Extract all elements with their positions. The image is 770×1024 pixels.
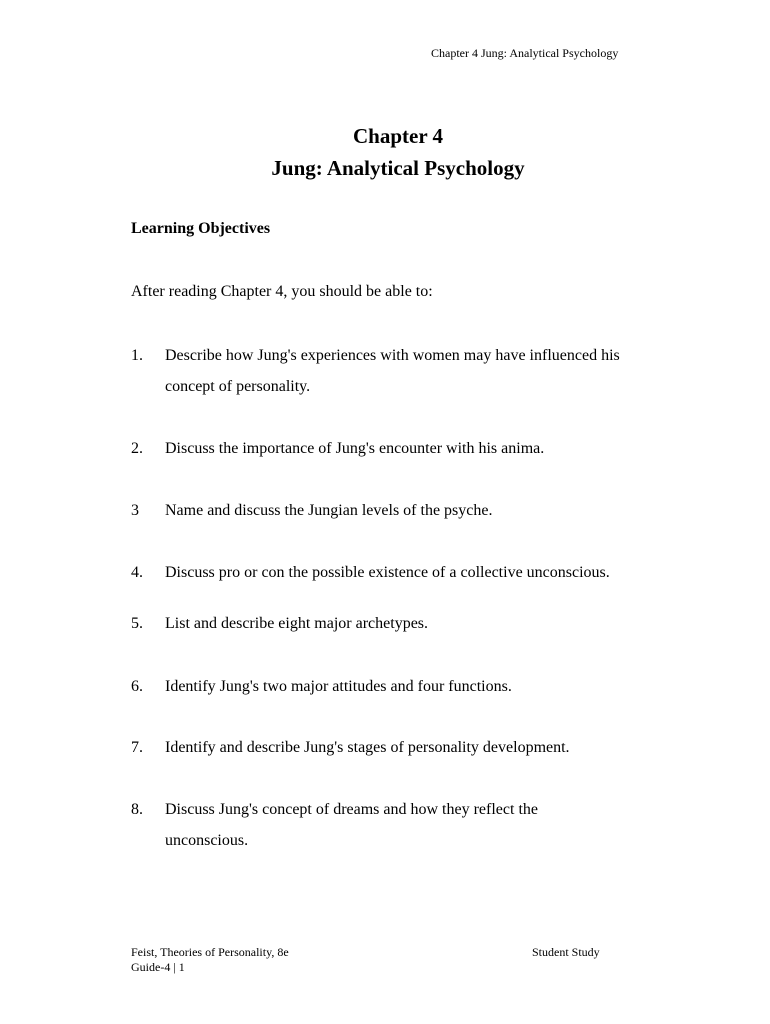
objective-text: Name and discuss the Jungian levels of the psyche. (165, 502, 493, 519)
objective-text: Identify and describe Jung's stages of personality development. (165, 739, 570, 756)
objective-number: 1. (131, 347, 143, 364)
objective-number: 5. (131, 615, 143, 632)
section-heading: Learning Objectives (131, 220, 271, 237)
objective-number: 4. (131, 564, 143, 581)
objective-text: Discuss Jung's concept of dreams and how they reflect the unconscious. (165, 801, 538, 849)
chapter-title (0, 120, 770, 184)
objective-text: Discuss pro or con the possible existence of a collective unconscious. (165, 564, 610, 581)
objective-text: Identify Jung's two major attitudes and four functions. (165, 678, 512, 695)
footer-right: Student Study (532, 945, 600, 959)
objective-text: Describe how Jung's experiences with women may have influenced his concept of personality. (165, 347, 620, 395)
intro-text: After reading Chapter 4, you should be able to: (131, 283, 433, 300)
objective-number: 8. (131, 801, 143, 818)
running-header: Chapter 4 Jung: Analytical Psychology (431, 46, 619, 60)
footer-left (131, 945, 289, 975)
objective-text: List and describe eight major archetypes. (165, 615, 429, 632)
footer-book-title: Feist, Theories of Personality, 8e (131, 945, 289, 959)
footer-page-number: Guide-4 | 1 (131, 960, 185, 974)
objective-number: 6. (131, 678, 143, 695)
chapter-number: Chapter 4 (352, 124, 444, 148)
objective-text: Discuss the importance of Jung's encounter with his anima. (165, 440, 545, 457)
objective-number: 3 (131, 502, 139, 519)
objective-number: 7. (131, 739, 143, 756)
objective-number: 2. (131, 440, 143, 457)
chapter-name: Jung: Analytical Psychology (271, 156, 525, 180)
